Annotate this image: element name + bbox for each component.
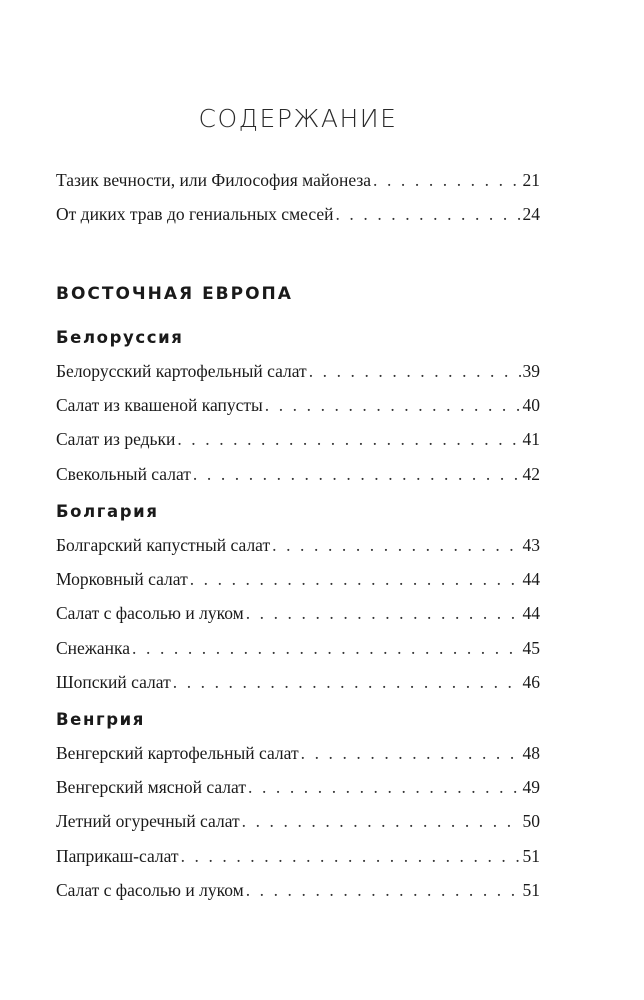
entry-title: От диких трав до гениальных смесей — [56, 204, 334, 225]
entry-title: Салат с фасолью и луком — [56, 879, 244, 900]
dot-leader — [242, 811, 521, 832]
dot-leader — [132, 638, 520, 659]
country-heading: Белоруссия — [56, 328, 184, 347]
dot-leader — [177, 429, 520, 450]
toc-entry[interactable] — [56, 204, 540, 238]
toc-entry[interactable] — [56, 777, 540, 811]
entry-title: Шопский салат — [56, 671, 171, 692]
entry-title: Снежанка — [56, 637, 131, 658]
dot-leader — [265, 395, 521, 416]
toc-entry[interactable] — [56, 429, 540, 463]
entry-page: 51 — [522, 879, 540, 900]
entry-page: 39 — [522, 361, 540, 381]
entry-title: Венгерский картофельный салат — [56, 743, 299, 763]
entry-title: Салат из квашеной капусты — [56, 395, 263, 416]
dot-leader — [181, 846, 521, 867]
toc-entry[interactable] — [56, 743, 540, 777]
dot-leader — [173, 672, 521, 693]
dot-leader — [301, 743, 521, 764]
dot-leader — [246, 880, 521, 901]
dot-leader — [335, 204, 520, 225]
toc-entry[interactable] — [56, 569, 540, 603]
entry-title: Летний огуречный салат — [56, 811, 240, 832]
dot-leader — [248, 777, 521, 798]
toc-entry[interactable] — [56, 846, 540, 880]
dot-leader — [272, 535, 520, 556]
toc-entry[interactable] — [56, 535, 540, 569]
entry-page: 44 — [522, 603, 540, 624]
dot-leader — [309, 361, 521, 382]
dot-leader — [373, 170, 520, 191]
entry-title: Болгарский капустный салат — [56, 535, 271, 555]
region-heading: ВОСТОЧНАЯ ЕВРОПА — [56, 284, 293, 304]
country-section-belarus — [56, 328, 540, 498]
entry-page: 48 — [522, 743, 540, 763]
toc-entry[interactable] — [56, 170, 540, 204]
entry-page: 43 — [522, 535, 540, 555]
toc-title: СОДЕРЖАНИЕ — [198, 104, 398, 133]
dot-leader — [193, 464, 521, 485]
entry-page: 44 — [522, 569, 540, 590]
dot-leader — [246, 603, 521, 624]
entry-title: Венгерский мясной салат — [56, 777, 246, 798]
entry-page: 40 — [522, 395, 540, 416]
entry-title: Свекольный салат — [56, 463, 191, 484]
intro-entries — [56, 170, 540, 238]
country-heading: Венгрия — [56, 710, 145, 729]
country-heading: Болгария — [56, 502, 159, 521]
entry-page: 51 — [522, 845, 540, 866]
entry-page: 49 — [522, 777, 540, 798]
toc-entry[interactable] — [56, 464, 540, 498]
toc-entry[interactable] — [56, 361, 540, 395]
entry-title: Белорусский картофельный салат — [56, 361, 307, 381]
entry-page: 21 — [522, 170, 540, 190]
entry-page: 41 — [522, 429, 540, 450]
entry-page: 50 — [522, 811, 540, 832]
entry-title: Салат с фасолью и луком — [56, 603, 244, 624]
country-section-hungary — [56, 710, 540, 914]
toc-entry[interactable] — [56, 672, 540, 706]
entry-title: Тазик вечности, или Философия майонеза — [56, 170, 372, 190]
entry-page: 45 — [522, 637, 540, 658]
entry-page: 24 — [522, 204, 540, 225]
entry-title: Салат из редьки — [56, 429, 176, 450]
toc-entry[interactable] — [56, 395, 540, 429]
entry-page: 46 — [522, 671, 540, 692]
toc-entry[interactable] — [56, 811, 540, 845]
toc-entry[interactable] — [56, 603, 540, 637]
entry-title: Паприкаш-салат — [56, 845, 179, 866]
entry-page: 42 — [522, 463, 540, 484]
toc-entry[interactable] — [56, 638, 540, 672]
toc-entry[interactable] — [56, 880, 540, 914]
entry-title: Морковный салат — [56, 569, 188, 590]
dot-leader — [190, 569, 521, 590]
country-section-bulgaria — [56, 502, 540, 706]
